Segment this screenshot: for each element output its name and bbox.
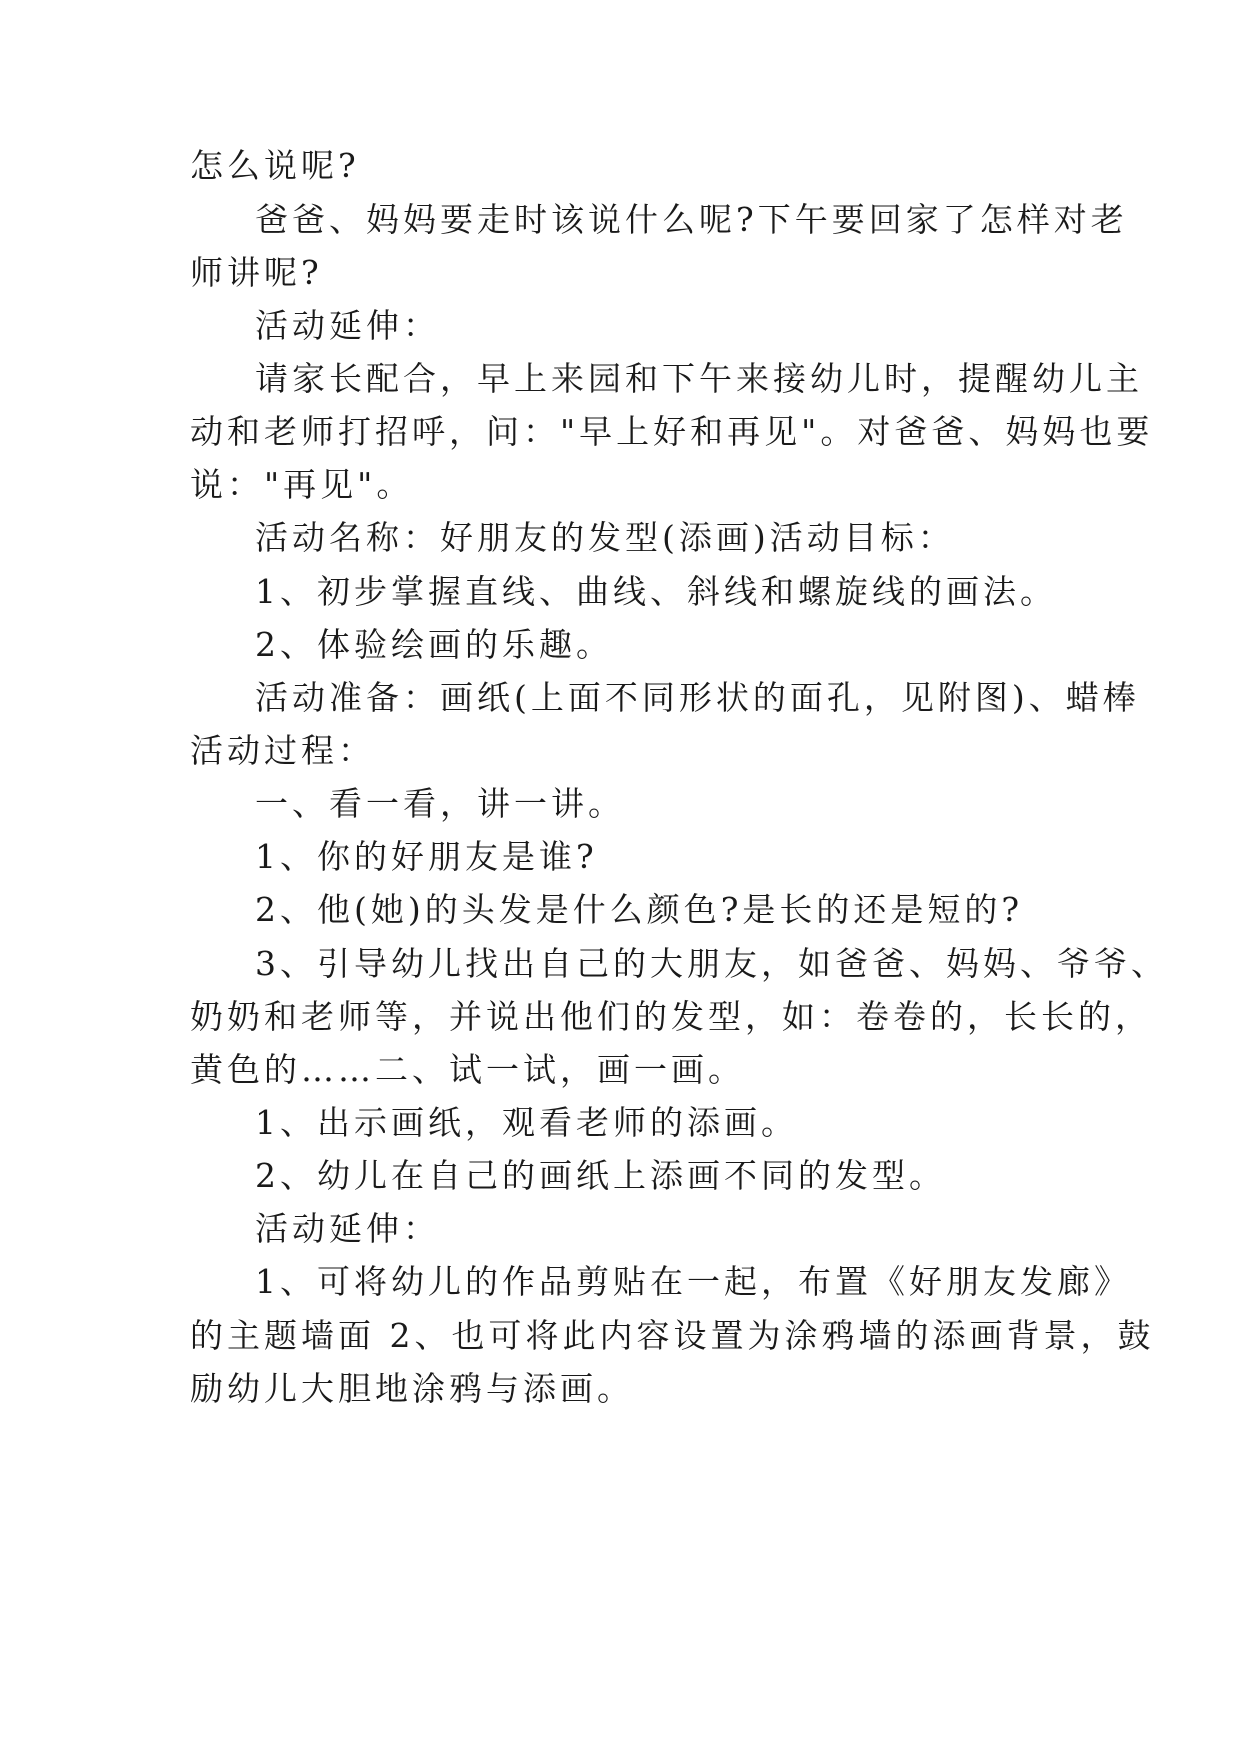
text-line: 说："再见"。: [190, 465, 414, 504]
list-item: 2、幼儿在自己的画纸上添画不同的发型。: [255, 1156, 946, 1195]
list-item: 1、可将幼儿的作品剪贴在一起，布置《好朋友发廊》: [255, 1262, 1131, 1301]
text-line: 师讲呢?: [190, 253, 323, 292]
text-line: 爸爸、妈妈要走时该说什么呢?下午要回家了怎样对老: [255, 200, 1128, 239]
text-line: 励幼儿大胆地涂鸦与添画。: [190, 1369, 634, 1408]
list-item: 1、你的好朋友是谁?: [255, 837, 598, 876]
text-line: 怎么说呢?: [190, 146, 360, 185]
text-line: 请家长配合，早上来园和下午来接幼儿时，提醒幼儿主: [255, 359, 1143, 398]
section-heading: 活动名称：好朋友的发型(添画)活动目标：: [255, 518, 955, 557]
text-line: 动和老师打招呼，问："早上好和再见"。对爸爸、妈妈也要: [190, 412, 1154, 451]
text-line: 的主题墙面 2、也可将此内容设置为涂鸦墙的添画背景，鼓: [190, 1316, 1155, 1355]
text-line: 奶奶和老师等，并说出他们的发型，如：卷卷的，长长的，: [190, 997, 1152, 1036]
list-item: 一、看一看，讲一讲。: [255, 784, 625, 823]
list-item: 3、引导幼儿找出自己的大朋友，如爸爸、妈妈、爷爷、: [255, 944, 1168, 983]
list-item: 1、初步掌握直线、曲线、斜线和螺旋线的画法。: [255, 572, 1057, 611]
list-item: 1、出示画纸，观看老师的添画。: [255, 1103, 798, 1142]
section-heading: 活动过程：: [190, 731, 375, 770]
section-heading: 活动延伸：: [255, 1209, 440, 1248]
list-item: 2、体验绘画的乐趣。: [255, 625, 613, 664]
text-line: 黄色的……二、试一试，画一画。: [190, 1050, 745, 1089]
text-line: 活动准备：画纸(上面不同形状的面孔，见附图)、蜡棒: [255, 678, 1140, 717]
list-item: 2、他(她)的头发是什么颜色?是长的还是短的?: [255, 890, 1024, 929]
section-heading: 活动延伸：: [255, 306, 440, 345]
